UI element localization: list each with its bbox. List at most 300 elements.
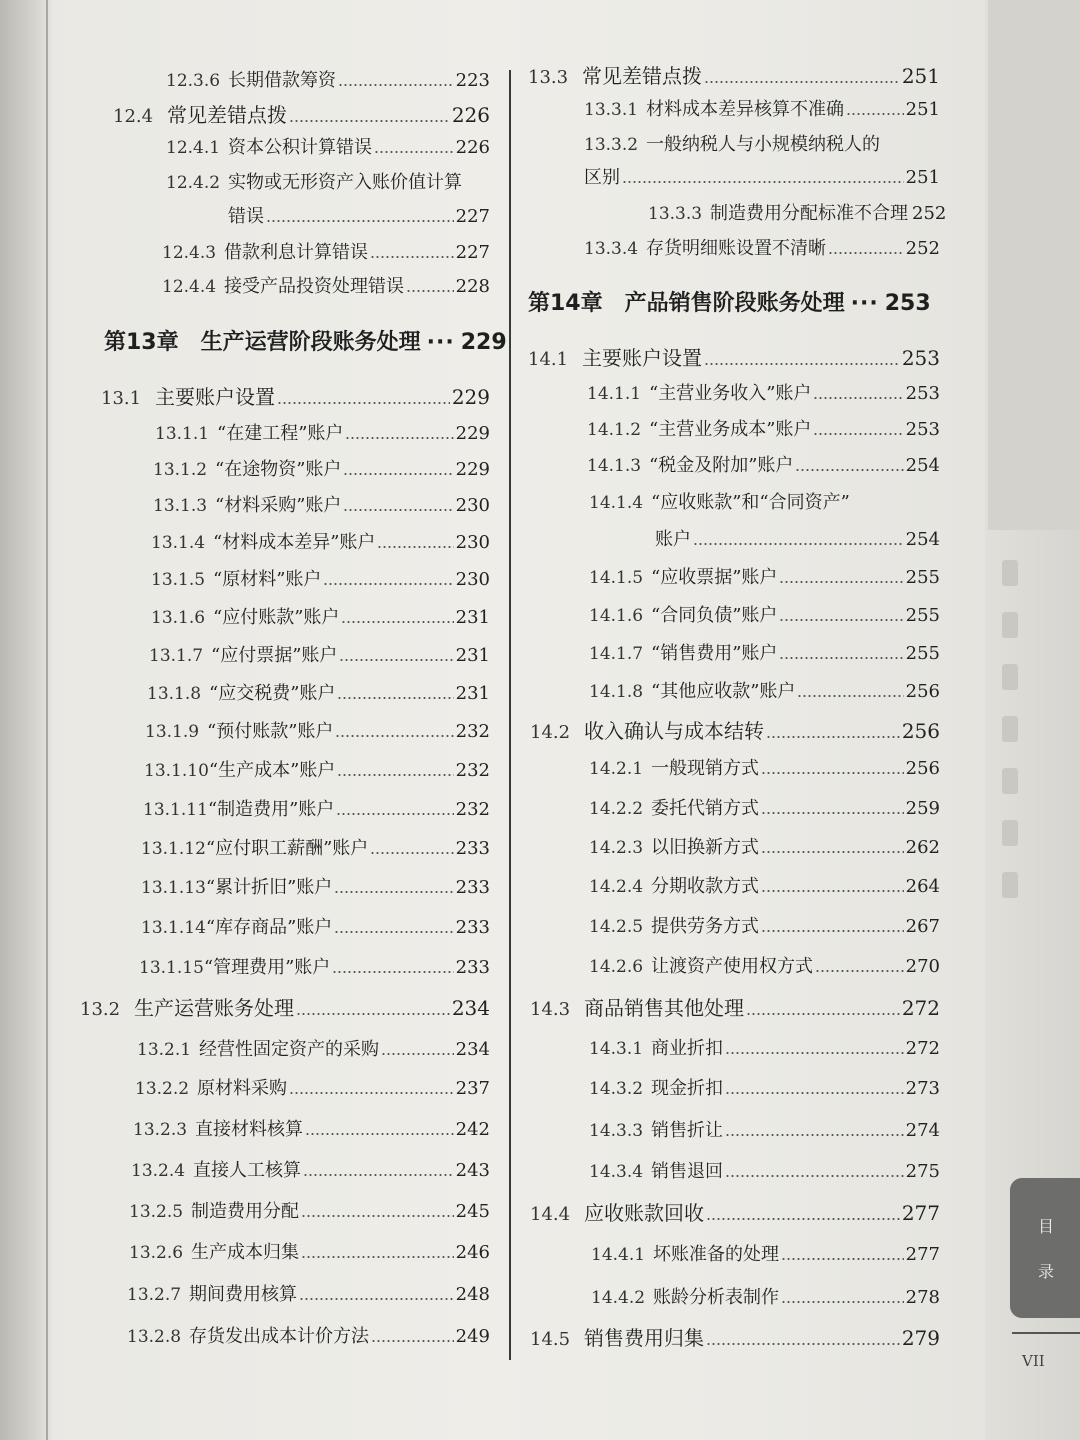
toc-page-number: 232 [455, 760, 490, 781]
dot-leader [828, 252, 904, 254]
toc-entry-row [139, 953, 490, 979]
toc-title: “制造费用”账户 [207, 799, 335, 820]
toc-entry-row [589, 952, 940, 978]
toc-page-number: 228 [455, 276, 490, 297]
toc-section-row [530, 1197, 940, 1226]
dot-leader [693, 543, 904, 545]
toc-title: 原材料采购 [197, 1078, 287, 1099]
toc-title: “预付账款”账户 [207, 721, 334, 742]
toc-entry-row [584, 234, 940, 260]
toc-entry-row [589, 794, 940, 820]
toc-title: “累计折旧”账户 [205, 877, 333, 898]
toc-page-number: 273 [905, 1078, 940, 1099]
toc-entry-row [584, 130, 940, 156]
footer-rule [1012, 1332, 1080, 1334]
toc-number: 14.1.7 [589, 644, 644, 664]
toc-title: 直接材料核算 [195, 1119, 303, 1140]
toc-page-number: 272 [905, 1038, 940, 1059]
toc-page-number: 255 [905, 567, 940, 588]
dot-leader [289, 1092, 454, 1094]
toc-page-number: 234 [455, 1039, 490, 1060]
toc-section-row [528, 60, 940, 89]
toc-page-number: 231 [455, 683, 490, 704]
toc-entry-row [141, 834, 490, 860]
toc-title: 存货发出成本计价方法 [189, 1326, 369, 1347]
dot-leader [301, 1256, 454, 1258]
toc-section-row [101, 381, 490, 410]
toc-page-number: 232 [455, 799, 490, 820]
toc-page-number: 253 [884, 291, 931, 316]
dot-leader [725, 1175, 904, 1177]
dot-leader [371, 1340, 454, 1342]
dot-leader [761, 930, 904, 932]
toc-title: 常见差错点拨 [582, 64, 702, 88]
dot-leader [725, 1092, 904, 1094]
toc-page-number: 246 [455, 1242, 490, 1263]
dot-leader [704, 81, 900, 83]
toc-page-number: 251 [905, 167, 940, 188]
toc-number: 13.1.13 [141, 878, 206, 898]
toc-title: “管理费用”账户 [203, 957, 331, 978]
toc-number: 13.2.8 [127, 1327, 182, 1347]
toc-number: 13.1.2 [153, 460, 208, 480]
dot-leader: ··· [426, 330, 455, 355]
toc-number: 14.2 [530, 722, 571, 743]
dot-leader [345, 437, 453, 439]
toc-entry-row [141, 913, 490, 939]
toc-number: 13.3.1 [584, 100, 639, 120]
toc-number: 14.1.8 [589, 682, 644, 702]
dot-leader [277, 402, 450, 404]
dot-leader [797, 695, 903, 697]
dot-leader [813, 397, 903, 399]
toc-number: 13.1.11 [143, 800, 208, 820]
toc-number: 13.2 [80, 999, 121, 1020]
toc-page-number: 253 [905, 383, 940, 404]
toc-page-number: 231 [455, 607, 490, 628]
toc-number: 13.1.9 [145, 722, 200, 742]
toc-title: 产品销售阶段账务处理 [624, 291, 845, 316]
dot-leader [706, 1343, 900, 1345]
dot-leader [815, 970, 904, 972]
toc-title: “税金及附加”账户 [649, 455, 794, 476]
toc-title: 商品销售其他处理 [584, 996, 744, 1020]
toc-entry-row [162, 272, 490, 298]
dot-leader [622, 181, 904, 183]
toc-title: 生产运营账务处理 [134, 996, 294, 1020]
toc-title: 应收账款回收 [584, 1201, 704, 1225]
toc-number: 12.4.3 [162, 243, 217, 263]
toc-entry-row [589, 488, 940, 514]
toc-entry-row [584, 163, 940, 189]
toc-title: “应交税费”账户 [209, 683, 336, 704]
toc-entry-row [589, 639, 940, 665]
toc-number: 14.1.5 [589, 568, 644, 588]
toc-number: 13.3 [528, 67, 569, 88]
toc-entry-row [131, 1156, 490, 1182]
toc-section-row [530, 715, 940, 744]
toc-title: 一般纳税人与小规模纳税人的 [646, 134, 880, 155]
toc-entry-row [127, 1280, 490, 1306]
toc-number: 14.1.4 [589, 493, 644, 513]
toc-number: 14.3.1 [589, 1039, 644, 1059]
toc-entry-row [149, 641, 490, 667]
dot-leader [779, 581, 903, 583]
toc-title: 一般现销方式 [651, 758, 759, 779]
toc-entry-row [589, 1157, 940, 1183]
toc-page-number: 229 [460, 330, 507, 355]
toc-page-number: 226 [455, 137, 490, 158]
toc-entry-row [589, 677, 940, 703]
toc-title: 坏账准备的处理 [653, 1244, 779, 1265]
toc-entry-row [587, 451, 940, 477]
dot-leader [336, 813, 453, 815]
section-tab-char-2: 录 [1037, 1262, 1054, 1281]
dot-leader [337, 774, 453, 776]
toc-entry-row [143, 795, 490, 821]
dot-leader [846, 113, 904, 115]
toc-page-number: 256 [905, 681, 940, 702]
toc-page-number: 242 [455, 1119, 490, 1140]
toc-title: 制造费用分配标准不合理 [710, 203, 908, 224]
toc-number: 13.1.15 [139, 958, 204, 978]
toc-page-number: 230 [455, 532, 490, 553]
dot-leader [725, 1134, 904, 1136]
toc-page-number: 252 [905, 238, 940, 259]
toc-entry-row [587, 379, 940, 405]
toc-number: 13.1.3 [153, 496, 208, 516]
toc-entry-row [589, 1034, 940, 1060]
toc-page-number: 230 [455, 495, 490, 516]
toc-page-number: 229 [455, 459, 490, 480]
toc-title: 制造费用分配 [191, 1201, 299, 1222]
toc-entry-row [228, 202, 490, 228]
section-tab-char-1: 目 [1037, 1217, 1054, 1236]
toc-page-number: 255 [905, 605, 940, 626]
toc-page-number: 229 [451, 385, 490, 409]
dot-leader [338, 84, 454, 86]
dot-leader [746, 1013, 900, 1015]
toc-title: 期间费用核算 [189, 1284, 297, 1305]
toc-page-number: 264 [905, 876, 940, 897]
toc-number: 12.4 [113, 106, 154, 127]
toc-title: “应收账款”和“合同资产” [651, 492, 850, 513]
toc-page-number: 226 [451, 103, 490, 127]
dot-leader [781, 1301, 904, 1303]
toc-title: 让渡资产使用权方式 [651, 956, 813, 977]
toc-page-number: 233 [455, 957, 490, 978]
toc-title: 销售费用归集 [584, 1326, 704, 1350]
toc-page-number: 253 [901, 346, 940, 370]
toc-number: 13.2.3 [133, 1120, 188, 1140]
toc-title: 错误 [228, 206, 264, 227]
toc-entry-row [145, 717, 490, 743]
toc-page-number: 249 [455, 1326, 490, 1347]
toc-number: 14.4.2 [591, 1288, 646, 1308]
toc-section-row [80, 992, 490, 1021]
dot-leader [337, 697, 453, 699]
dot-leader [761, 812, 904, 814]
toc-title: 生产成本归集 [191, 1242, 299, 1263]
toc-entry-row [589, 563, 940, 589]
toc-number: 14.2.4 [589, 877, 644, 897]
toc-page-number: 248 [455, 1284, 490, 1305]
toc-number: 13.3.4 [584, 239, 639, 259]
toc-number: 13.2.7 [127, 1285, 182, 1305]
toc-number: 13.2.6 [129, 1243, 184, 1263]
toc-entry-row [151, 528, 490, 554]
toc-entry-row [151, 603, 490, 629]
dot-leader [795, 469, 903, 471]
toc-entry-row [144, 756, 490, 782]
toc-entry-row [133, 1115, 490, 1141]
toc-entry-row [655, 525, 940, 551]
toc-title: 常见差错点拨 [167, 103, 287, 127]
toc-number: 14.2.2 [589, 799, 644, 819]
toc-section-row [530, 1322, 940, 1351]
dot-leader [779, 619, 903, 621]
toc-entry-row [166, 66, 490, 92]
toc-page-number: 278 [905, 1287, 940, 1308]
dot-leader [334, 891, 453, 893]
toc-title: “材料成本差异”账户 [213, 532, 376, 553]
dot-leader [377, 546, 453, 548]
toc-section-row [530, 992, 940, 1021]
toc-title: 现金折扣 [651, 1078, 723, 1099]
toc-title: 实物或无形资产入账价值计算 [228, 172, 462, 193]
toc-number: 12.4.2 [166, 173, 221, 193]
dot-leader [706, 1218, 900, 1220]
dot-leader [343, 509, 453, 511]
toc-page-number: 267 [905, 916, 940, 937]
toc-number: 13.2.5 [129, 1202, 184, 1222]
toc-page-number: 279 [901, 1326, 940, 1350]
toc-title: 收入确认与成本结转 [584, 719, 764, 743]
dot-leader [334, 931, 453, 933]
toc-page-number: 233 [455, 838, 490, 859]
toc-number: 13.1.7 [149, 646, 204, 666]
toc-title: “应付职工薪酬”账户 [205, 838, 369, 859]
toc-entry-row [584, 95, 940, 121]
toc-number: 13.1 [101, 388, 142, 409]
toc-title: 生产运营阶段账务处理 [200, 330, 421, 355]
toc-number: 第13章 [104, 330, 179, 355]
toc-number: 14.1.1 [587, 384, 642, 404]
toc-number: 14.1.6 [589, 606, 644, 626]
toc-number: 14.3.2 [589, 1079, 644, 1099]
toc-title: 接受产品投资处理错误 [224, 276, 404, 297]
toc-title: 商业折扣 [651, 1038, 723, 1059]
dot-leader [370, 256, 454, 258]
dot-leader [813, 433, 903, 435]
toc-page-number: 245 [455, 1201, 490, 1222]
toc-title: 主要账户设置 [582, 346, 702, 370]
toc-entry-row [127, 1322, 490, 1348]
toc-entry-row [151, 565, 490, 591]
toc-number: 14.3.4 [589, 1162, 644, 1182]
toc-number: 14.5 [530, 1329, 571, 1350]
dot-leader [323, 583, 453, 585]
toc-page-number: 233 [455, 917, 490, 938]
toc-page-number: 275 [905, 1161, 940, 1182]
toc-number: 14.2.3 [589, 838, 644, 858]
dot-leader [289, 120, 450, 122]
toc-title: “应付账款”账户 [213, 607, 340, 628]
toc-title: 委托代销方式 [651, 798, 759, 819]
toc-entry-row [589, 872, 940, 898]
toc-title: 账户 [655, 529, 691, 550]
toc-page-number: 254 [905, 455, 940, 476]
toc-entry-row [587, 415, 940, 441]
toc-number: 13.3.2 [584, 135, 639, 155]
dot-leader [370, 852, 453, 854]
dot-leader [766, 736, 900, 738]
toc-title: 存货明细账设置不清晰 [646, 238, 826, 259]
page-number: VII [1022, 1352, 1045, 1370]
toc-number: 14.3.3 [589, 1121, 644, 1141]
toc-number: 第14章 [528, 291, 603, 316]
dot-leader [335, 735, 453, 737]
toc-number: 13.1.6 [151, 608, 206, 628]
dot-leader [339, 659, 453, 661]
toc-title: “在途物资”账户 [215, 459, 342, 480]
toc-title: “主营业务成本”账户 [649, 419, 812, 440]
toc-number: 14.4 [530, 1204, 571, 1225]
toc-title: 区别 [584, 167, 620, 188]
toc-page-number: 229 [455, 423, 490, 444]
toc-number: 14.3 [530, 999, 571, 1020]
toc-title: “生产成本”账户 [208, 760, 336, 781]
toc-title: 主要账户设置 [155, 385, 275, 409]
toc-number: 13.1.8 [147, 684, 202, 704]
toc-title: “应收票据”账户 [651, 567, 778, 588]
toc-entry-row [589, 833, 940, 859]
dot-leader [332, 971, 453, 973]
toc-title: 销售退回 [651, 1161, 723, 1182]
toc-number: 12.3.6 [166, 71, 221, 91]
toc-page-number: 252 [912, 203, 947, 224]
toc-page-number: 223 [455, 70, 490, 91]
toc-page-number: 251 [901, 64, 940, 88]
dot-leader [341, 621, 453, 623]
toc-section-row [528, 342, 940, 371]
dot-leader [299, 1298, 454, 1300]
chapter-heading [104, 325, 507, 356]
toc-page-number: 227 [455, 206, 490, 227]
toc-number: 13.1.1 [155, 424, 210, 444]
toc-title: “合同负债”账户 [651, 605, 778, 626]
toc-section-row [113, 99, 490, 128]
toc-title: 资本公积计算错误 [228, 137, 372, 158]
toc-entry-row [155, 419, 490, 445]
toc-title: “销售费用”账户 [651, 643, 778, 664]
toc-number: 13.2.1 [137, 1040, 192, 1060]
dot-leader [725, 1052, 904, 1054]
toc-entry-row [137, 1035, 490, 1061]
toc-entry-row [129, 1197, 490, 1223]
dot-leader [781, 1258, 904, 1260]
toc-number: 13.3.3 [648, 204, 703, 224]
toc-number: 13.2.2 [135, 1079, 190, 1099]
toc-entry-row [141, 873, 490, 899]
toc-number: 14.4.1 [591, 1245, 646, 1265]
toc-page-number: 234 [451, 996, 490, 1020]
toc-page-number: 227 [455, 242, 490, 263]
toc-page-number: 253 [905, 419, 940, 440]
dot-leader [761, 851, 904, 853]
toc-entry-row [166, 168, 490, 194]
toc-entry-row [135, 1074, 490, 1100]
toc-title: 长期借款筹资 [228, 70, 336, 91]
toc-title: 经营性固定资产的采购 [199, 1039, 379, 1060]
toc-title: “原材料”账户 [213, 569, 322, 590]
toc-title: “其他应收款”账户 [651, 681, 796, 702]
toc-number: 14.2.6 [589, 957, 644, 977]
toc-page-number: 256 [901, 719, 940, 743]
toc-number: 12.4.1 [166, 138, 221, 158]
dot-leader [296, 1013, 450, 1015]
toc-title: “在建工程”账户 [217, 423, 344, 444]
toc-page-number: 270 [905, 956, 940, 977]
dot-leader: ··· [850, 291, 879, 316]
toc-title: “材料采购”账户 [215, 495, 342, 516]
toc-page-number: 272 [901, 996, 940, 1020]
toc-entry-row [589, 601, 940, 627]
dot-leader [266, 220, 454, 222]
toc-entry-row [129, 1238, 490, 1264]
toc-page-number: 232 [455, 721, 490, 742]
toc-page-number: 255 [905, 643, 940, 664]
toc-page-number: 231 [455, 645, 490, 666]
toc-title: 分期收款方式 [651, 876, 759, 897]
toc-entry-row [589, 754, 940, 780]
toc-entry-row [589, 1116, 940, 1142]
dot-leader [779, 657, 903, 659]
toc-number: 14.1.3 [587, 456, 642, 476]
dot-leader [761, 890, 904, 892]
toc-title: 销售折让 [651, 1120, 723, 1141]
toc-entry-row [147, 679, 490, 705]
toc-title: 借款利息计算错误 [224, 242, 368, 263]
toc-number: 13.2.4 [131, 1161, 186, 1181]
toc-page-number: 251 [905, 99, 940, 120]
section-tab [1010, 1178, 1080, 1318]
toc-number: 13.1.5 [151, 570, 206, 590]
toc-number: 14.1.2 [587, 420, 642, 440]
toc-title: 直接人工核算 [193, 1160, 301, 1181]
toc-entry-row [591, 1283, 940, 1309]
toc-page-number: 277 [905, 1244, 940, 1265]
toc-number: 13.1.14 [141, 918, 206, 938]
toc-number: 13.1.12 [141, 839, 206, 859]
toc-number: 13.1.4 [151, 533, 206, 553]
toc-page-number: 254 [905, 529, 940, 550]
toc-title: 提供劳务方式 [651, 916, 759, 937]
toc-number: 14.2.5 [589, 917, 644, 937]
chapter-heading [528, 286, 931, 317]
toc-title: 账龄分析表制作 [653, 1287, 779, 1308]
dot-leader [406, 290, 454, 292]
toc-page-number: 274 [905, 1120, 940, 1141]
toc-number: 14.2.1 [589, 759, 644, 779]
toc-entry-row [153, 455, 490, 481]
toc-number: 12.4.4 [162, 277, 217, 297]
toc-page-number: 230 [455, 569, 490, 590]
dot-leader [301, 1215, 454, 1217]
toc-entry-row [589, 912, 940, 938]
toc-title: 以旧换新方式 [651, 837, 759, 858]
toc-title: “主营业务收入”账户 [649, 383, 812, 404]
